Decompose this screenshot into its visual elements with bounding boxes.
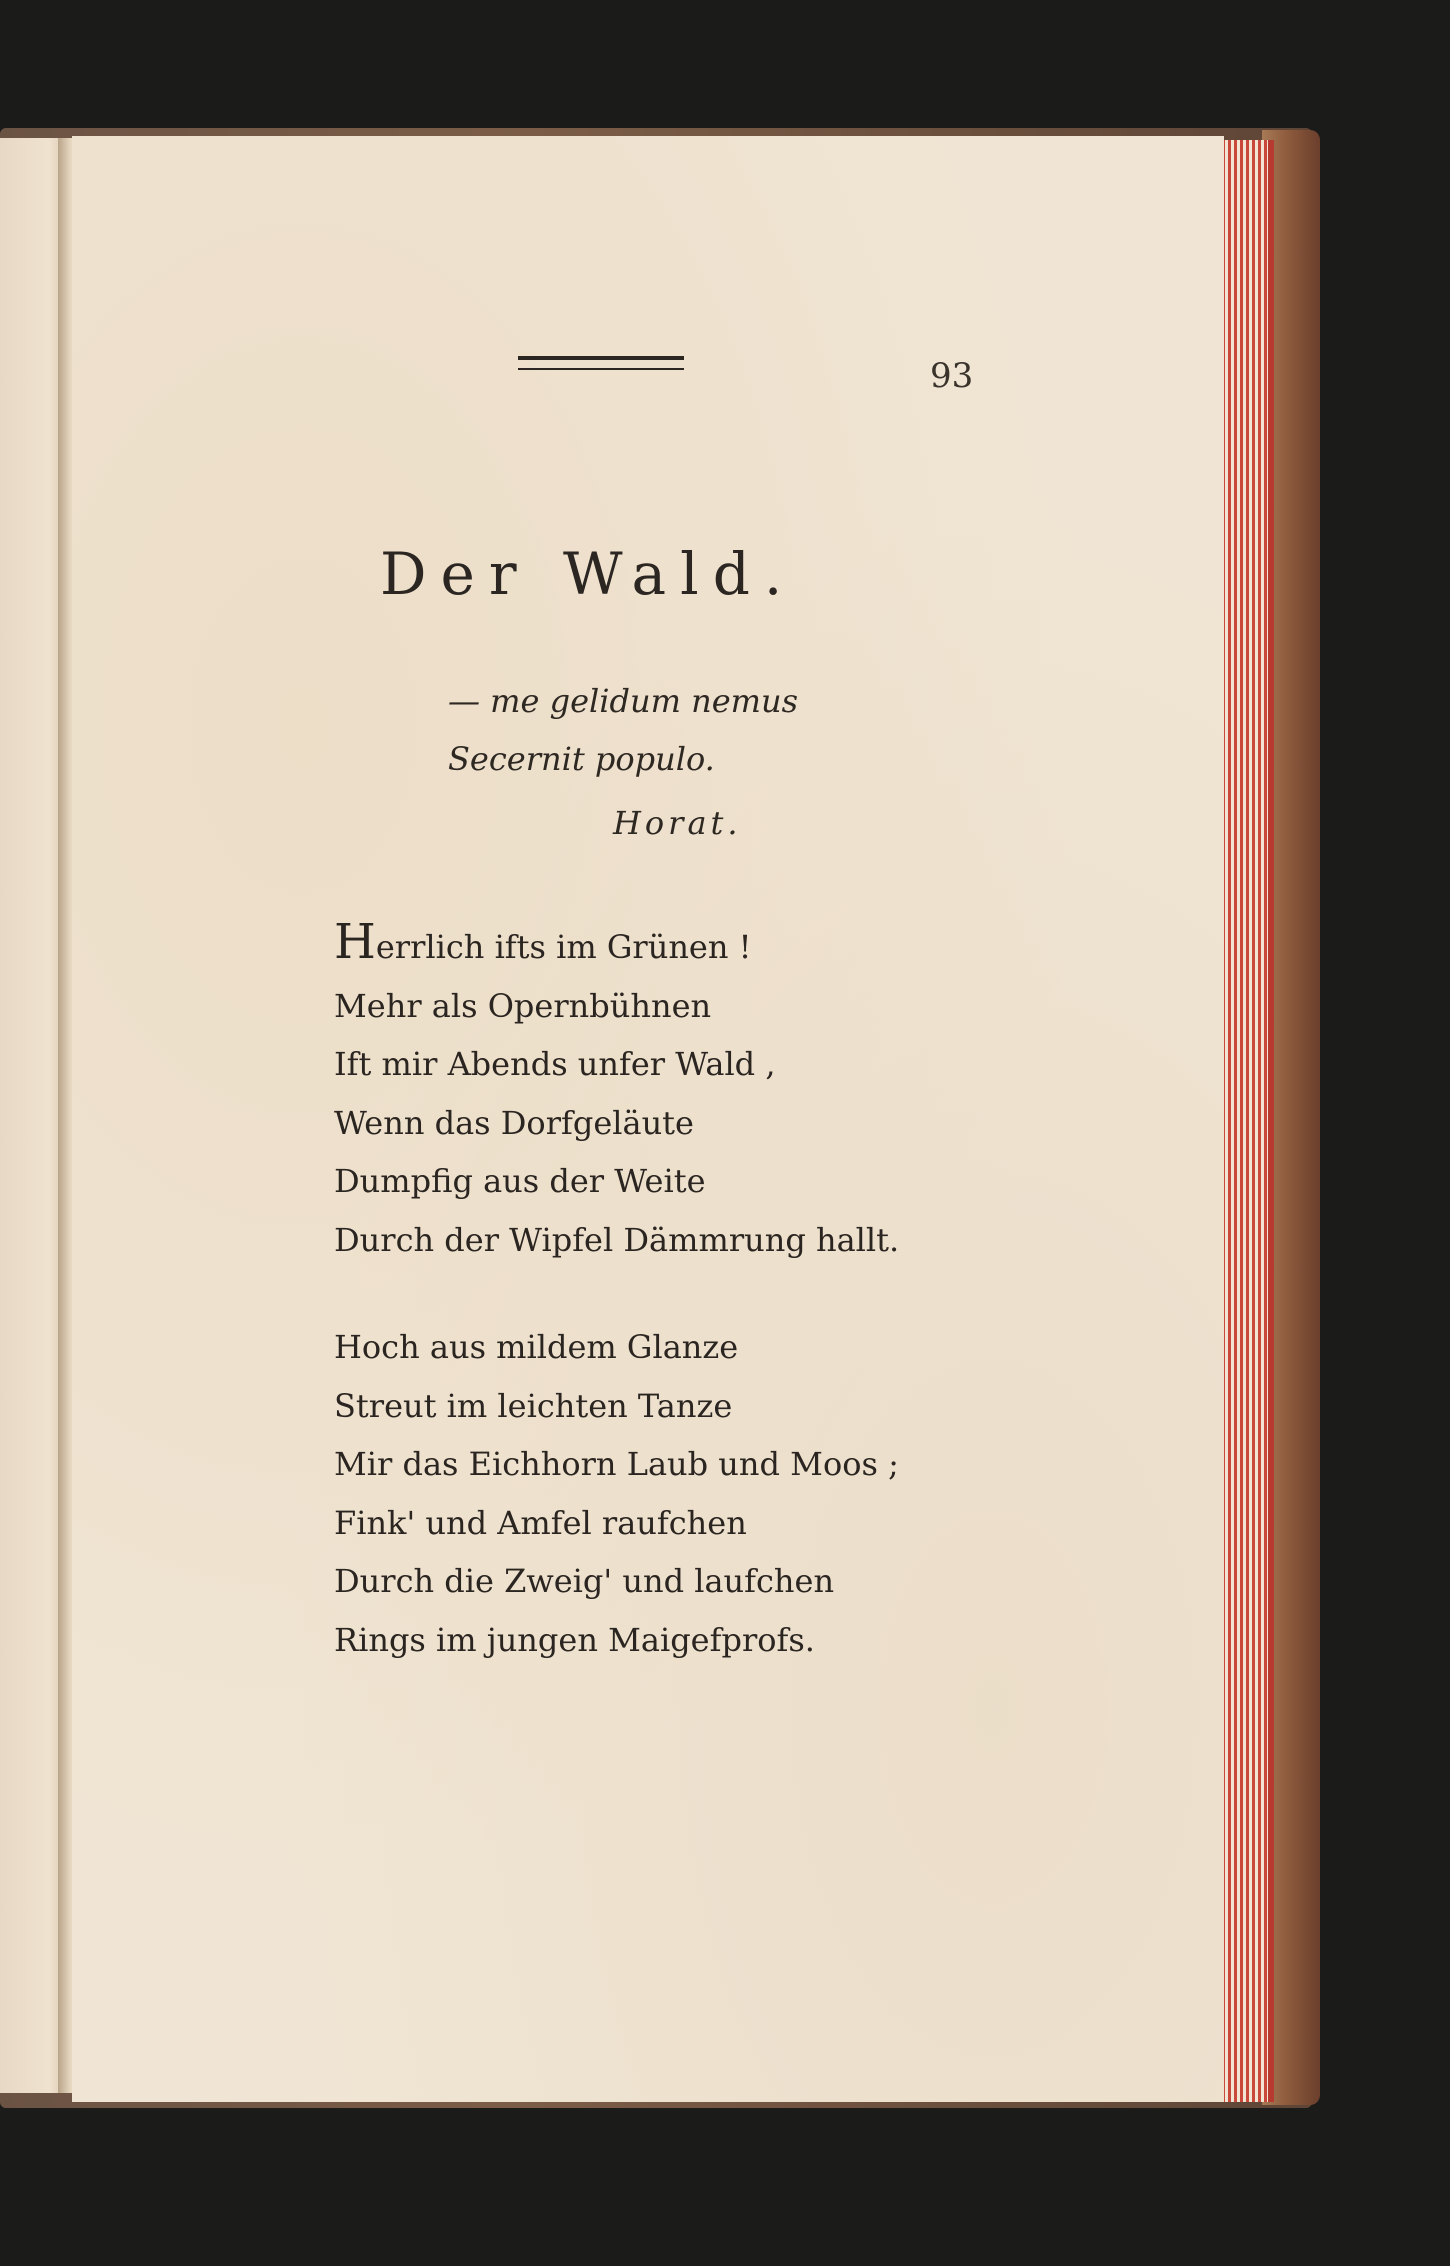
epigraph	[448, 672, 848, 852]
poem-line: Streut im leichten Tanze	[334, 1386, 733, 1425]
stanza-2	[334, 1318, 974, 1669]
stanza-1	[334, 914, 974, 1269]
epigraph-author: Horat.	[613, 804, 742, 842]
page-number: 93	[930, 356, 974, 396]
poem-line: Wenn das Dorfgeläute	[334, 1103, 694, 1142]
epigraph-line: Secernit populo.	[448, 740, 715, 778]
drop-initial: H	[334, 914, 376, 970]
poem-line	[334, 914, 974, 977]
header-rule	[518, 356, 684, 370]
poem-line: Hoch aus mildem Glanze	[334, 1328, 739, 1366]
poem-line: Mehr als Opernbühnen	[334, 986, 712, 1025]
poem-title: Der Wald.	[380, 540, 797, 608]
epigraph-line: — me gelidum nemus	[448, 682, 799, 720]
poem-line: Dumpfig aus der Weite	[334, 1162, 706, 1200]
poem-line: Fink' und Amfel raufchen	[334, 1503, 747, 1542]
poem-line: Rings im jungen Maigefprofs.	[334, 1620, 815, 1659]
poem-line: Ift mir Abends unfer Wald ,	[334, 1045, 776, 1083]
poem-line: Durch die Zweig' und laufchen	[334, 1562, 835, 1600]
page-edges	[1222, 140, 1274, 2102]
poem-line: Mir das Eichhorn Laub und Moos ;	[334, 1445, 899, 1483]
poem-line-text: errlich ifts im Grünen !	[375, 928, 752, 966]
poem-line: Durch der Wipfel Dämmrung hallt.	[334, 1220, 900, 1259]
